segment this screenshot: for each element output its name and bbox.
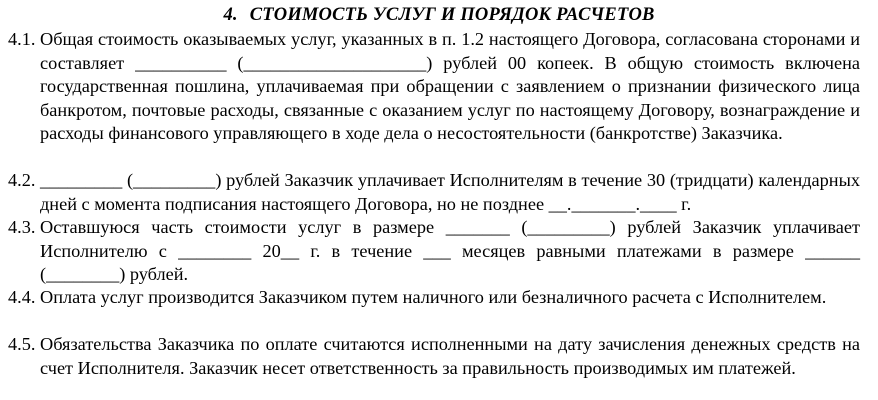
clause-number: 4.4. xyxy=(8,287,36,307)
clause-4-3 xyxy=(8,216,860,287)
clause-4-5 xyxy=(8,333,860,380)
clause-4-4 xyxy=(8,286,860,310)
clause-text: _________ (_________) рублей Заказчик уплачивает Исполнителям в течение 30 (тридцати) календарных дней с момента подписания настоящего Договора, но не позднее __._______.____ г. xyxy=(40,170,860,214)
section-number: 4. xyxy=(223,5,238,25)
section-title: СТОИМОСТЬ УСЛУГ И ПОРЯДОК РАСЧЕТОВ xyxy=(249,5,655,25)
clause-text: Оставшуюся часть стоимости услуг в размере _______ (_________) рублей Заказчик уплачивает Исполнителю с ________ 20__ г. в течение ___ месяцев равными платежами в размере ______ (________) рублей. xyxy=(40,217,860,284)
clause-number: 4.2. xyxy=(8,170,36,190)
clause-text: Оплата услуг производится Заказчиком путем наличного или безналичного расчета с Исполнителем. xyxy=(40,287,827,307)
clause-text: Обязательства Заказчика по оплате считаются исполненными на дату зачисления денежных средств на счет Исполнителя. Заказчик несет ответственность за правильность производимых им платежей. xyxy=(40,334,860,378)
clause-number: 4.1. xyxy=(8,29,36,49)
section-heading xyxy=(0,3,878,27)
clause-number: 4.5. xyxy=(8,334,36,354)
clause-4-2 xyxy=(8,169,860,216)
clause-4-1 xyxy=(8,28,860,146)
clause-number: 4.3. xyxy=(8,217,36,237)
clause-text: Общая стоимость оказываемых услуг, указанных в п. 1.2 настоящего Договора, согласована сторонами и составляет __________ (____________________) рублей 00 копеек. В общую стоимость включена государственная пошлина, уплачиваемая при обращении с заявлением о признании физического лица банкротом, почтовые расходы, связанные с оказанием услуг по настоящему Договору, вознаграждение и расходы финансового управляющего в ходе дела о несостоятельности (банкротстве) Заказчика. xyxy=(40,29,860,143)
